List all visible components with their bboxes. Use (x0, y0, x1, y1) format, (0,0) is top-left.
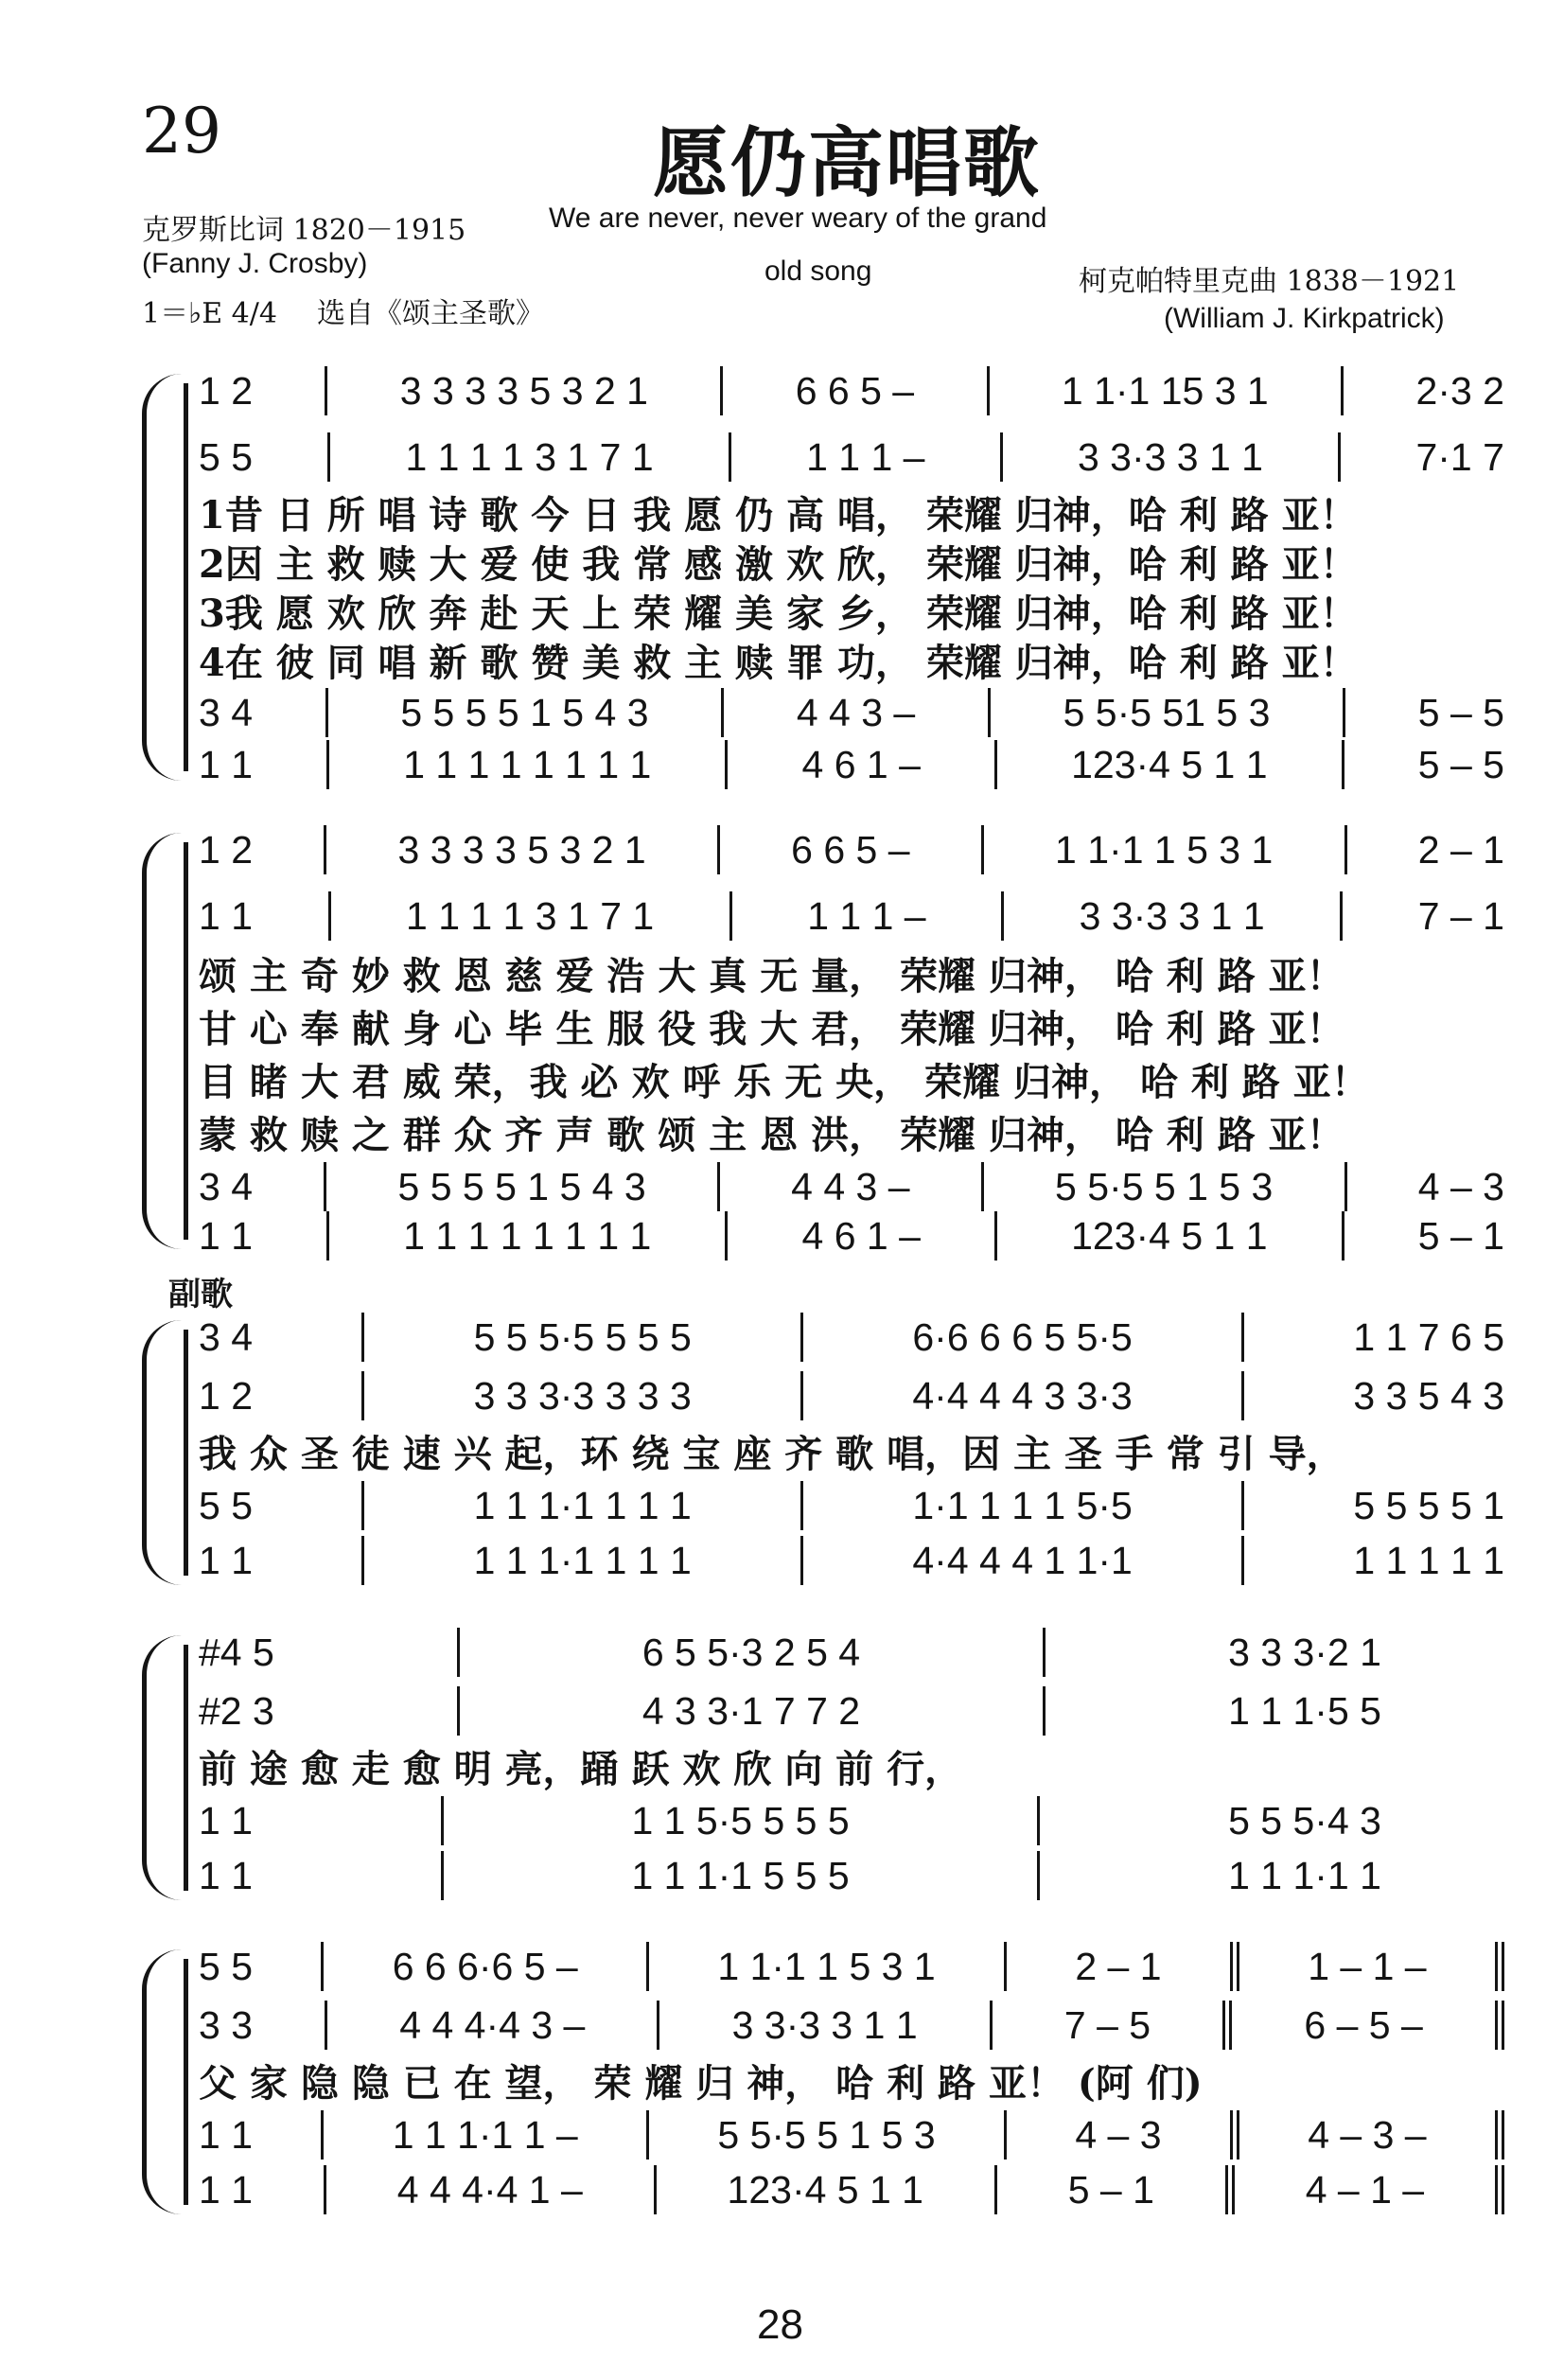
soprano-measure: 1 1·1 1 5 3 1 (717, 1944, 936, 1988)
barline (361, 1371, 364, 1420)
alto-measure: 7 – 1 (1417, 893, 1504, 938)
bass-measure: 123·4 5 1 1 (727, 2167, 923, 2212)
bass-measure: 1 1 1·1 1 1 1 (473, 1538, 692, 1582)
tenor-measure: 1·1 1 1 1 5·5 (912, 1483, 1133, 1527)
bass-measure: 4 – 1 – (1305, 2167, 1425, 2212)
lyric-line (199, 1105, 1504, 1158)
barline (325, 688, 328, 737)
lyricist-english: (Fanny J. Crosby) (142, 248, 368, 279)
soprano-measure: 5 5 5·5 5 5 5 (473, 1314, 692, 1359)
tenor-measure: 1 1 (199, 1798, 253, 1842)
tenor-measure: 1 1 1·1 1 1 1 (473, 1483, 692, 1527)
barline (657, 2001, 659, 2050)
barline (325, 2001, 327, 2050)
soprano-line (199, 1940, 1504, 1993)
lyric-text: 2因 主 救 赎 大 爱 使 我 常 感 激 欢 欣， 荣耀 归神，哈 利 路 亚！ (199, 541, 1358, 587)
barline (725, 740, 728, 789)
bass-measure: 1 1 1 1 1 1 1 1 (403, 742, 652, 786)
alto-measure: 1 1 (199, 893, 253, 938)
system-bracket (184, 383, 188, 771)
barline (1001, 891, 1004, 941)
barline (326, 1211, 329, 1261)
bass-measure: 1 1 (199, 742, 253, 786)
barline (721, 688, 724, 737)
barline (1241, 1536, 1244, 1585)
tenor-measure: 4 4 3 – (796, 690, 916, 734)
lyric-line (199, 1052, 1504, 1105)
english-title-line-2: old song (764, 256, 872, 287)
tenor-line (199, 2108, 1504, 2161)
tenor-measure: 4 – 3 (1417, 1164, 1504, 1208)
alto-measure: 3 3·3 3 1 1 (1079, 893, 1265, 938)
soprano-measure: 1 1·1 1 5 3 1 (1055, 827, 1274, 872)
tenor-measure: 5 5·5 5 1 5 3 (1055, 1164, 1274, 1208)
barline (720, 366, 723, 415)
barline (994, 740, 997, 789)
lyric-text: 目 睹 大 君 威 荣，我 必 欢 呼 乐 无 央， 荣耀 归神， 哈 利 路 亚！ (199, 1059, 1369, 1104)
soprano-measure: 1 1 7 6 5 (1353, 1314, 1504, 1359)
soprano-measure: 3 3 3 3 5 3 2 1 (399, 368, 648, 413)
double-barline (1222, 2001, 1232, 2050)
barline (361, 1481, 364, 1530)
soprano-line (199, 823, 1504, 876)
barline (981, 825, 984, 874)
alto-measure: 1 1 1 1 3 1 7 1 (405, 434, 654, 479)
lyric-text: 甘 心 奉 献 身 心 毕 生 服 役 我 大 君， 荣耀 归神， 哈 利 路 亚！ (199, 1006, 1344, 1051)
barline (646, 2110, 649, 2160)
soprano-measure: 2 – 1 (1417, 827, 1504, 872)
system-bracket (184, 1959, 188, 2205)
system-bracket (184, 1645, 188, 1891)
barline (1043, 1628, 1046, 1677)
bass-measure: 1 1 1·1 5 5 5 (631, 1853, 850, 1897)
soprano-measure: 2·3 2 (1415, 368, 1504, 413)
alto-measure: #2 3 (199, 1688, 274, 1733)
alto-measure: 3 3·3 3 1 1 (731, 2002, 918, 2047)
bass-line (199, 738, 1504, 791)
tenor-measure: 4 – 3 (1075, 2112, 1162, 2157)
barline (441, 1796, 444, 1845)
barline (324, 2165, 326, 2214)
alto-measure: 4·4 4 4 3 3·3 (912, 1373, 1133, 1418)
lyricist: 克罗斯比词 1820－1915 (142, 214, 466, 247)
score-system-4 (142, 1626, 1504, 1910)
alto-measure: 1 1 1·5 5 (1228, 1688, 1381, 1733)
alto-line (199, 1369, 1504, 1422)
lyric-text: 3我 愿 欢 欣 奔 赴 天 上 荣 耀 美 家 乡， 荣耀 归神，哈 利 路 亚！ (199, 591, 1358, 636)
bass-line (199, 2163, 1504, 2216)
soprano-line (199, 1626, 1381, 1679)
barline (324, 1162, 326, 1211)
barline (800, 1313, 803, 1362)
score-system-2 (142, 823, 1504, 1259)
tenor-line (199, 1794, 1381, 1847)
bass-line (199, 1849, 1381, 1902)
alto-measure: 1 1 1 – (807, 893, 926, 938)
soprano-measure: 2 – 1 (1075, 1944, 1162, 1988)
tenor-measure: 5 5 5 5 1 5 4 3 (397, 1164, 646, 1208)
soprano-measure: 6 6 5 – (795, 368, 915, 413)
tenor-measure: 5 – 5 (1417, 690, 1504, 734)
key-signature: 1＝♭E 4/4 (142, 297, 277, 330)
barline (994, 1211, 997, 1261)
barline (441, 1851, 444, 1900)
barline (361, 1536, 364, 1585)
refrain-label: 副歌 (168, 1276, 233, 1313)
barline (1043, 1686, 1046, 1736)
bass-line (199, 1534, 1504, 1587)
system-brace (142, 374, 184, 781)
lyric-text: 我 众 圣 徒 速 兴 起，环 绕 宝 座 齐 歌 唱，因 主 圣 手 常 引 导， (199, 1431, 1344, 1476)
barline (1344, 825, 1347, 874)
barline (646, 1942, 649, 1991)
barline (327, 432, 330, 482)
tenor-line (199, 686, 1504, 739)
lyric-text: 4在 彼 同 唱 新 歌 赞 美 救 主 赎 罪 功， 荣耀 归神，哈 利 路 亚！ (199, 640, 1358, 685)
double-barline (1495, 2001, 1504, 2050)
tenor-line (199, 1479, 1504, 1532)
score-system-3 (142, 1311, 1504, 1595)
tenor-measure: 5 5 5·4 3 (1228, 1798, 1381, 1842)
lyric-text: 父 家 隐 隐 已 在 望， 荣 耀 归 神， 哈 利 路 亚！ (阿 们) (199, 2060, 1203, 2106)
barline (729, 891, 732, 941)
barline (717, 1162, 720, 1211)
soprano-measure: 3 4 (199, 1314, 253, 1359)
alto-line (199, 1999, 1504, 2052)
barline (800, 1371, 803, 1420)
bass-measure: 123·4 5 1 1 (1071, 742, 1268, 786)
alto-measure: 3 3·3 3 1 1 (1077, 434, 1263, 479)
tenor-measure: 5 5·5 5 1 5 3 (717, 2112, 936, 2157)
lyric-text: 1昔 日 所 唱 诗 歌 今 日 我 愿 仍 高 唱， 荣耀 归神，哈 利 路 亚！ (199, 492, 1358, 538)
double-barline (1495, 2165, 1504, 2214)
barline (990, 2001, 993, 2050)
tenor-measure: 5 5 (199, 1483, 253, 1527)
barline (717, 825, 720, 874)
tenor-measure: 1 1 5·5 5 5 5 (631, 1798, 850, 1842)
barline (1344, 1162, 1347, 1211)
lyric-text: 颂 主 奇 妙 救 恩 慈 爱 浩 大 真 无 量， 荣耀 归神， 哈 利 路 亚！ (199, 953, 1344, 998)
double-barline (1230, 2110, 1239, 2160)
barline (800, 1536, 803, 1585)
system-brace (142, 1320, 184, 1585)
barline (981, 1162, 984, 1211)
barline (1037, 1851, 1040, 1900)
barline (654, 2165, 657, 2214)
lyric-line (199, 633, 1504, 686)
bass-measure: 5 – 1 (1067, 2167, 1154, 2212)
lyric-line (199, 535, 1504, 588)
lyric-text: 前 途 愈 走 愈 明 亮，踊 跃 欢 欣 向 前 行， (199, 1746, 963, 1791)
alto-measure: 7 – 5 (1063, 2002, 1151, 2047)
tenor-measure: 3 4 (199, 690, 253, 734)
barline (326, 740, 329, 789)
barline (457, 1628, 460, 1677)
tenor-measure: 1 1 1·1 1 – (392, 2112, 578, 2157)
lyric-text: 蒙 救 赎 之 群 众 齐 声 歌 颂 主 恩 洪， 荣耀 归神， 哈 利 路 亚！ (199, 1112, 1344, 1157)
barline (1342, 1211, 1344, 1261)
bass-measure: 4 6 1 – (801, 742, 921, 786)
hymn-number: 29 (142, 95, 221, 167)
bass-measure: 1 1 1·1 1 (1228, 1853, 1381, 1897)
bass-measure: 4·4 4 4 1 1·1 (912, 1538, 1133, 1582)
alto-measure: 1 1 1 1 3 1 7 1 (406, 893, 655, 938)
lyric-line (199, 946, 1504, 999)
double-barline (1230, 1942, 1239, 1991)
alto-line (199, 890, 1504, 943)
tenor-measure: 5 5·5 51 5 3 (1063, 690, 1271, 734)
score-system-1 (142, 364, 1504, 790)
barline (1241, 1313, 1244, 1362)
bass-measure: 4 6 1 – (801, 1213, 921, 1258)
alto-measure: 1 1 1 – (806, 434, 925, 479)
tenor-measure: 5 5 5 5 1 5 4 3 (400, 690, 649, 734)
alto-measure: 7·1 7 (1415, 434, 1504, 479)
lyric-line (199, 1739, 1381, 1792)
tenor-measure: 1 1 (199, 2112, 253, 2157)
bass-measure: 1 1 (199, 2167, 253, 2212)
soprano-measure: 1 2 (199, 368, 253, 413)
soprano-measure: 6 6 5 – (791, 827, 910, 872)
soprano-measure: 6 6 6·6 5 – (392, 1944, 578, 1988)
barline (1341, 366, 1344, 415)
barline (1000, 432, 1003, 482)
system-brace (142, 1635, 184, 1900)
alto-measure: 3 3 5 4 3 (1353, 1373, 1504, 1418)
page-number: 28 (757, 2301, 803, 2348)
lyric-line (199, 485, 1504, 538)
tenor-measure: 4 – 3 – (1308, 2112, 1427, 2157)
alto-line (199, 431, 1504, 484)
barline (1241, 1371, 1244, 1420)
barline (325, 366, 327, 415)
system-brace (142, 833, 184, 1249)
barline (321, 2110, 324, 2160)
double-barline (1495, 2110, 1504, 2160)
soprano-measure: 3 3 3 3 5 3 2 1 (397, 827, 646, 872)
tenor-line (199, 1160, 1504, 1213)
soprano-line (199, 1311, 1504, 1364)
barline (1004, 2110, 1007, 2160)
composer: 柯克帕特里克曲 1838－1921 (1079, 265, 1460, 298)
bass-measure: 1 1 (199, 1538, 253, 1582)
barline (1340, 891, 1343, 941)
barline (1342, 740, 1344, 789)
bass-measure: 123·4 5 1 1 (1071, 1213, 1268, 1258)
barline (1343, 688, 1345, 737)
barline (1004, 1942, 1007, 1991)
source-note: 选自《颂主圣歌》 (317, 297, 544, 330)
soprano-measure: 3 3 3·2 1 (1228, 1630, 1381, 1674)
soprano-measure: #4 5 (199, 1630, 274, 1674)
lyric-line (199, 584, 1504, 637)
barline (1338, 432, 1341, 482)
alto-measure: 4 3 3·1 7 7 2 (641, 1688, 861, 1733)
soprano-measure: 1 – 1 – (1308, 1944, 1427, 1988)
system-bracket (184, 842, 188, 1240)
composer-english: (William J. Kirkpatrick) (1164, 303, 1445, 334)
bass-measure: 4 4 4·4 1 – (396, 2167, 583, 2212)
alto-measure: 3 3 (199, 2002, 253, 2047)
bass-measure: 1 1 (199, 1213, 253, 1258)
english-title-line-1: We are never, never weary of the grand (549, 203, 1047, 234)
barline (988, 688, 991, 737)
barline (321, 1942, 324, 1991)
bass-measure: 5 – 1 (1417, 1213, 1504, 1258)
tenor-measure: 3 4 (199, 1164, 253, 1208)
barline (361, 1313, 364, 1362)
lyric-line (199, 999, 1504, 1052)
double-barline (1495, 1942, 1504, 1991)
alto-line (199, 1684, 1381, 1737)
bass-measure: 1 1 (199, 1853, 253, 1897)
bass-measure: 1 1 1 1 1 (1353, 1538, 1504, 1582)
hymn-title: 愿仍高唱歌 (653, 119, 1041, 207)
barline (994, 2165, 997, 2214)
bass-measure: 5 – 5 (1417, 742, 1504, 786)
soprano-measure: 5 5 (199, 1944, 253, 1988)
alto-measure: 1 2 (199, 1373, 253, 1418)
alto-measure: 6 – 5 – (1304, 2002, 1423, 2047)
lyric-line (199, 2054, 1504, 2107)
barline (725, 1211, 728, 1261)
lyric-line (199, 1424, 1504, 1477)
soprano-measure: 6·6 6 6 5 5·5 (912, 1314, 1133, 1359)
barline (1037, 1796, 1040, 1845)
soprano-measure: 6 5 5·3 2 5 4 (641, 1630, 861, 1674)
soprano-line (199, 364, 1504, 417)
alto-measure: 5 5 (199, 434, 253, 479)
alto-measure: 4 4 4·4 3 – (399, 2002, 586, 2047)
tenor-measure: 5 5 5 5 1 (1353, 1483, 1504, 1527)
alto-measure: 3 3 3·3 3 3 3 (473, 1373, 692, 1418)
barline (987, 366, 990, 415)
soprano-measure: 1 1·1 15 3 1 (1061, 368, 1269, 413)
system-brace (142, 1949, 184, 2214)
double-barline (1225, 2165, 1235, 2214)
soprano-measure: 1 2 (199, 827, 253, 872)
system-bracket (184, 1330, 188, 1576)
bass-measure: 1 1 1 1 1 1 1 1 (403, 1213, 652, 1258)
barline (457, 1686, 460, 1736)
barline (800, 1481, 803, 1530)
barline (729, 432, 731, 482)
barline (1241, 1481, 1244, 1530)
bass-line (199, 1209, 1504, 1262)
barline (328, 891, 331, 941)
barline (324, 825, 326, 874)
tenor-measure: 4 4 3 – (791, 1164, 910, 1208)
score-system-5 (142, 1940, 1504, 2224)
